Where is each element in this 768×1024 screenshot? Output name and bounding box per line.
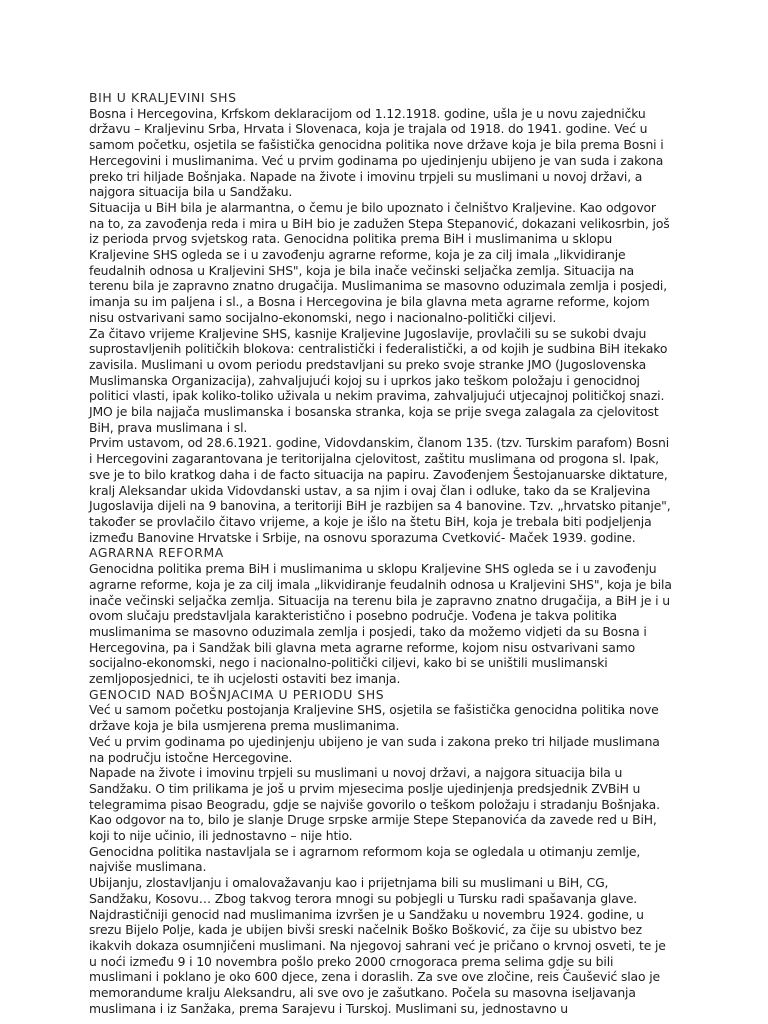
section-heading-genocid: GENOCID NAD BOŠNJACIMA U PERIODU SHS bbox=[89, 686, 385, 702]
paragraph: Situacija u BiH bila je alarmantna, o čemu je bilo upoznato i čelništvo Kraljevine. Kao odgovor na to, za zavođenja reda i mira u BiH bio je zadužen Stepa Stepanović, dokazani velikosrbin, još iz perioda prvog svjetskog rata. Genocidna politika prema BiH i muslimanima u sklopu Kraljevine SHS ogleda se i u zavođenju agrarne reforme, koja je za cilj imala „likvidiranje feudalnih odnosa u Kraljevini SHS", koja je bila inače večinski seljačka zemlja. Situacija na terenu bila je zapravno znatno drugačija. Muslimanima se masovno oduzimala zemlja i posjedi, imanja su im paljena i sl., a Bosna i Hercegovina je bila glavna meta agrarne reforme, kojom nisu ostvarivani samo socijalno-ekonomski, nego i nacionalno-politički ciljevi. bbox=[89, 199, 670, 325]
paragraph: Već u samom početku postojanja Kraljevine SHS, osjetila se fašistička genocidna politika nove države koja je bila usmjerena prema muslimanima. bbox=[89, 702, 659, 734]
paragraph: Genocidna politika nastavljala se i agrarnom reformom koja se ogledala u otimanju zemlje, najviše muslimana. bbox=[89, 843, 641, 875]
paragraph: Prvim ustavom, od 28.6.1921. godine, Vidovdanskim, članom 135. (tzv. Turskim parafom) Bosni i Hercegovini zagarantovana je teritorijalna cjelovitost, zaštitu muslimana od progona sl. Ipak, sve je to bilo kratkog daha i de facto situacija na papiru. Zavođenjem Šestojanuarske diktature, kralj Aleksandar ukida Vidovdanski ustav, a sa njim i ovaj član i odluke, tako da se Kraljevina Jugoslavija dijeli na 9 banovina, a teritoriji BiH je razbijen sa 4 banovine. Tzv. „hrvatsko pitanje", također se provlačilo čitavo vrijeme, a koje je išlo na štetu BiH, koja je trebala biti podjeljenja između Banovine Hrvatske i Srbije, na osnovu sporazuma Cvetković- Maček 1939. godine. bbox=[89, 435, 671, 545]
document-page bbox=[89, 90, 674, 1016]
paragraph: Bosna i Hercegovina, Krfskom deklaracijom od 1.12.1918. godine, ušla je u novu zajedničku državu – Kraljevinu Srba, Hrvata i Slovenaca, koja je trajala od 1918. do 1941. godine. Već u samom početku, osjetila se fašistička genocidna politika nove države koja je bila prema Bosni i Hercegovini i muslimanima. Već u prvim godinama po ujedinjenju ubijeno je van suda i zakona preko tri hiljade Bošnjaka. Napade na živote i imovinu trpjeli su muslimani u novoj državi, a najgora situacija bila u Sandžaku. bbox=[89, 105, 664, 200]
section-heading-agrarna-reforma: AGRARNA REFORMA bbox=[89, 545, 224, 561]
paragraph: Već u prvim godinama po ujedinjenju ubijeno je van suda i zakona preko tri hiljade muslimana na području istočne Hercegovine. bbox=[89, 733, 660, 765]
paragraph: Ubijanju, zlostavljanju i omalovažavanju kao i prijetnjama bili su muslimani u BiH, CG, Sandžaku, Kosovu… Zbog takvog terora mnogi su pobjegli u Tursku radi spašavanja glave. Najdrastičniji genocid nad muslimanima izvršen je u Sandžaku u novembru 1924. godine, u srezu Bijelo Polje, kada je ubijen bivši sreski načelnik Boško Bošković, za čije su ubistvo bez ikakvih dokaza osumnjičeni muslimani. Na njegovoj sahrani već je pričano o krvnoj osveti, te je u noći između 9 i 10 novembra pošlo preko 2000 crnogoraca prema selima gdje su bili muslimani i poklano je oko 600 djece, zena i doraslih. Za sve ove zločine, reis Čaušević slao je memorandume kralju Aleksandru, ali sve ovo je zašutkano. Počela su masovna iseljavanja muslimana i iz Sanžaka, prema Sarajevu i Turskoj. Muslimani su, jednostavno u bbox=[89, 875, 666, 1016]
paragraph: Za čitavo vrijeme Kraljevine SHS, kasnije Kraljevine Jugoslavije, provlačili su se sukobi dvaju suprostavljenih političkih blokova: centralistički i federalistički, a od kojih je sudbina BiH itekako zavisila. Muslimani u ovom periodu predstavljani su preko svoje stranke JMO (Jugoslovenska Muslimanska Organizacija), zahvaljujući kojoj su i uprkos jako teškom položaju i genocidnoj politici vlasti, ipak koliko-toliko uživala u nekim pravima, zahvaljujući utjecajnoj političkoj snazi. JMO je bila najjača muslimanska i bosanska stranka, koja se prije svega zalagala za cjelovitost BiH, prava muslimana i sl. bbox=[89, 325, 668, 435]
paragraph: Napade na živote i imovinu trpjeli su muslimani u novoj državi, a najgora situacija bila u Sandžaku. O tim prilikama je još u prvim mjesecima poslje ujedinjenja predsjednik ZVBiH u telegramima pisao Beogradu, gdje se najviše govorilo o teškom položaju i stradanju Bošnjaka. Kao odgovor na to, bilo je slanje Druge srpske armije Stepe Stepanovića da zavede red u BiH, koji to nije učinio, ili jednostavno – nije htio. bbox=[89, 765, 660, 844]
section-heading-bih-u-kraljevini-shs: BIH U KRALJEVINI SHS bbox=[89, 90, 237, 105]
paragraph: Genocidna politika prema BiH i muslimanima u sklopu Kraljevine SHS ogleda se i u zavođenju agrarne reforme, koja je za cilj imala „likvidiranje feudalnih odnosa u Kraljevini SHS", koja je bila inače večinski seljačka zemlja. Situacija na terenu bila je zapravno znatno drugačija, a BiH je i u ovom slučaju predstavljala karakteristično i posebno područje. Vođena je takva politika muslimanima se masovno oduzimala zemlja i posjedi, tako da možemo vidjeti da su Bosna i Hercegovina, pa i Sandžak bili glavna meta agrarne reforme, kojom nisu ostvarivani samo socijalno-ekonomski, nego i nacionalno-politički ciljevi, kako bi se uništili muslimanski zemljoposjednici, te ih ucjelosti ostaviti bez imanja. bbox=[89, 561, 672, 687]
